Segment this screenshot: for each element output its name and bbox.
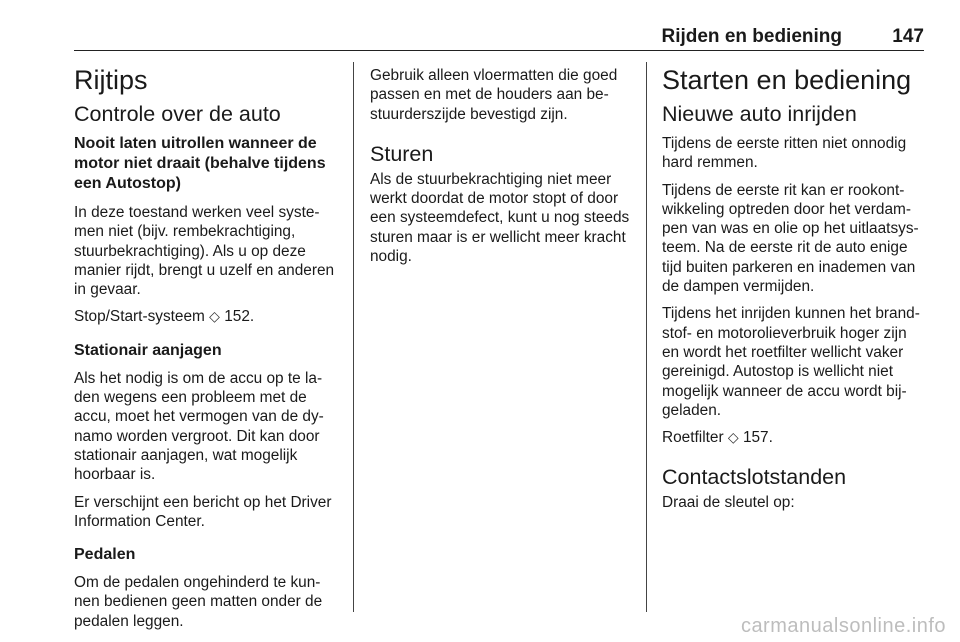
column-divider-1 xyxy=(353,62,354,612)
reference-stopstart-text: Stop/Start-systeem xyxy=(74,308,205,326)
paragraph-pedals: Om de pedalen ongehinderd te kun-nen bedienen geen matten onder de pedalen leggen. xyxy=(74,574,323,630)
page-reference-icon: ◇ xyxy=(727,429,739,446)
column-divider-2 xyxy=(646,62,647,612)
paragraph-idle-2: Er verschijnt een bericht op het Driver Information Center. xyxy=(74,493,332,530)
column-right xyxy=(662,62,928,521)
section-title-controle: Controle over de auto xyxy=(74,102,281,126)
paragraph-inrijden-2: Tijdens de eerste rit kan er rookont-wikkeling optreden door het verdam-pen van was en olie op het uitlaatsys-teem. Na de eerste rit de auto enige tijd buiten parkeren en inademen van de dampen vermijden. xyxy=(662,181,919,296)
watermark: carmanualsonline.info xyxy=(740,615,946,637)
paragraph-idle-1: Als het nodig is om de accu op te la-den wegens een probleem met de accu, moet het vermogen van de dy-namo worden vergroot. Dit kan door stationair aanjagen, wat mogelijk hoorbaar is. xyxy=(74,369,324,484)
page-number: 147 xyxy=(892,26,924,47)
paragraph-inrijden-1: Tijdens de eerste ritten niet onnodig hard remmen. xyxy=(662,135,907,172)
section-title-sturen: Sturen xyxy=(370,141,434,166)
column-middle xyxy=(370,66,638,274)
section-title-inrijden: Nieuwe auto inrijden xyxy=(662,102,857,126)
reference-roetfilter-page: 157. xyxy=(742,429,773,447)
paragraph-floor-mats: Gebruik alleen vloermatten die goed passen en met de houders aan be-stuurderszijde bevestigd zijn. xyxy=(370,67,618,123)
paragraph-ignition: Draai de sleutel op: xyxy=(662,494,795,512)
heading-idle: Stationair aanjagen xyxy=(74,341,222,359)
page-header xyxy=(74,26,924,51)
page-reference-icon: ◇ xyxy=(209,308,220,325)
heading-coasting: Nooit laten uitrollen wanneer de motor niet draait (behalve tijdens een Autostop) xyxy=(74,135,326,192)
paragraph-coasting: In deze toestand werken veel syste-men niet (bijv. rembekrachtiging, stuurbekrachtiging). Als u op deze manier rijdt, brengt u uzelf en anderen in gevaar. xyxy=(74,204,335,299)
section-title: Rijden en bediening xyxy=(661,26,842,47)
column-left xyxy=(74,62,346,639)
paragraph-steering: Als de stuurbekrachtiging niet meer werkt doordat de motor stopt of door een systeemdefect, kunt u nog steeds sturen maar is er wellicht meer kracht nodig. xyxy=(370,170,630,266)
chapter-title-rijtips: Rijtips xyxy=(74,65,148,95)
chapter-title-starten: Starten en bediening xyxy=(662,65,912,95)
paragraph-inrijden-3: Tijdens het inrijden kunnen het brand-stof- en motorolieverbruik hoger zijn en wordt het roetfilter wellicht vaker gereinigd. Autostop is wellicht niet mogelijk wanneer de accu wordt bij-geladen. xyxy=(662,305,920,419)
reference-stopstart[interactable] xyxy=(74,307,346,326)
reference-stopstart-page: 152. xyxy=(224,308,255,326)
reference-roetfilter[interactable] xyxy=(662,428,928,447)
reference-roetfilter-text: Roetfilter xyxy=(662,429,724,447)
heading-pedals: Pedalen xyxy=(74,546,136,564)
section-title-contactslot: Contactslotstanden xyxy=(662,465,847,490)
